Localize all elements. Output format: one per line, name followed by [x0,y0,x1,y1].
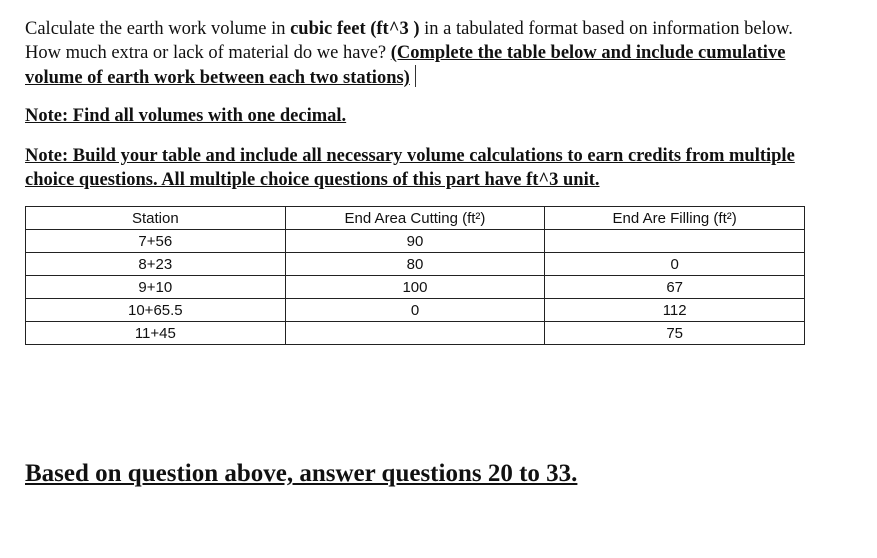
table-row [26,230,805,253]
cell-cutting: 0 [285,299,545,322]
text-cursor [415,65,416,87]
table-header-row [26,207,805,230]
header-cutting: End Area Cutting (ft²) [285,207,545,230]
cell-cutting: 100 [285,276,545,299]
cell-filling: 112 [545,299,805,322]
question-part2: in a tabulated format based on information below. How much extra or lack of material do we have? [25,19,793,63]
question-text [25,17,815,90]
cell-station: 9+10 [26,276,286,299]
table-row [26,253,805,276]
note-decimal: Note: Find all volumes with one decimal. [25,106,347,126]
cell-cutting: 90 [285,230,545,253]
header-filling: End Are Filling (ft²) [545,207,805,230]
note-build-table: Note: Build your table and include all necessary volume calculations to earn credits from multiple choice questions. All multiple choice questions of this part have ft^3 unit. [25,146,795,190]
question-instruction: (Complete the table below and include cumulative volume of earth work between each two stations) [25,43,786,88]
header-station: Station [26,207,286,230]
cell-filling: 75 [545,322,805,345]
question-part1: Calculate the earth work volume in [25,19,291,39]
cell-filling [545,230,805,253]
question-unit: cubic feet (ft^3 ) [290,19,420,39]
cell-station: 7+56 [26,230,286,253]
footer-instruction: Based on question above, answer questions 20 to 33. [25,460,578,487]
cell-filling: 67 [545,276,805,299]
cell-cutting [285,322,545,345]
cell-station: 11+45 [26,322,286,345]
earthwork-table [25,206,805,345]
table-row [26,299,805,322]
table-row [26,276,805,299]
cell-filling: 0 [545,253,805,276]
cell-station: 8+23 [26,253,286,276]
cell-station: 10+65.5 [26,299,286,322]
table-row [26,322,805,345]
cell-cutting: 80 [285,253,545,276]
